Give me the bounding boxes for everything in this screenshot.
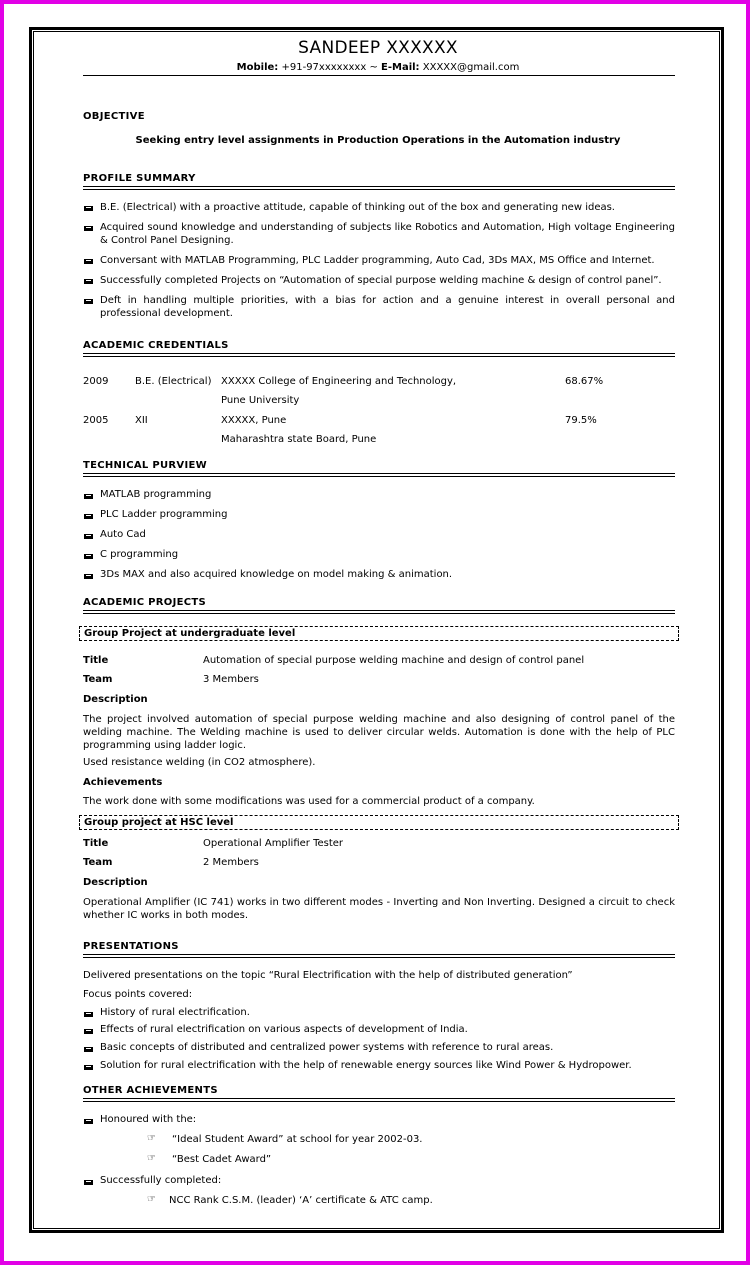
objective-text: Seeking entry level assignments in Production Operations in the Automation industry <box>135 135 621 146</box>
project1-achievements: The work done with some modifications was used for a commercial product of a company. <box>83 796 535 807</box>
presentations-rule <box>83 954 675 958</box>
pointing-hand-icon: ☞ <box>147 1133 156 1144</box>
presentation-item: Solution for rural electrification with the help of renewable energy sources like Wind Power & Hydropower. <box>100 1060 632 1071</box>
profile-rule <box>83 186 675 190</box>
academic-degree: XII <box>135 415 148 426</box>
presentations-intro: Delivered presentations on the topic “Rural Electrification with the help of distributed generation” <box>83 970 573 981</box>
bullet-icon <box>84 514 93 519</box>
objective-heading: OBJECTIVE <box>83 111 145 122</box>
academic-institution: XXXXX, Pune <box>221 415 287 426</box>
academic-institution: XXXXX College of Engineering and Technology, <box>221 376 457 387</box>
profile-heading: PROFILE SUMMARY <box>83 173 196 184</box>
mobile-label: Mobile: <box>236 62 279 73</box>
bullet-icon <box>84 1012 93 1017</box>
academic-board: Pune University <box>221 395 300 406</box>
project2-title-label: Title <box>83 838 109 849</box>
bullet-icon <box>84 574 93 579</box>
projects-heading: ACADEMIC PROJECTS <box>83 597 206 608</box>
resume-page <box>4 4 746 1261</box>
academic-rule <box>83 353 675 357</box>
bullet-icon <box>84 279 93 284</box>
bullet-icon <box>84 494 93 499</box>
academic-board: Maharashtra state Board, Pune <box>221 434 377 445</box>
project2-box-heading: Group project at HSC level <box>79 815 679 830</box>
technical-rule <box>83 473 675 477</box>
profile-item: Conversant with MATLAB Programming, PLC Ladder programming, Auto Cad, 3Ds MAX, MS Office and Internet. <box>100 255 655 266</box>
project2-description-label: Description <box>83 877 148 888</box>
academic-degree: B.E. (Electrical) <box>135 376 212 387</box>
technical-item: 3Ds MAX and also acquired knowledge on model making & animation. <box>100 569 453 580</box>
header-rule <box>83 75 675 76</box>
presentation-item: Basic concepts of distributed and centralized power systems with reference to rural areas. <box>100 1042 554 1053</box>
bullet-icon <box>84 1180 93 1185</box>
project1-title-label: Title <box>83 655 109 666</box>
completed-item: NCC Rank C.S.M. (leader) ‘A’ certificate & ATC camp. <box>169 1195 433 1206</box>
profile-item: B.E. (Electrical) with a proactive attitude, capable of thinking out of the box and generating new ideas. <box>100 202 615 213</box>
projects-rule <box>83 610 675 614</box>
project1-description-extra: Used resistance welding (in CO2 atmosphere). <box>83 757 316 768</box>
bullet-icon <box>84 226 93 231</box>
bullet-icon <box>84 206 93 211</box>
honour-item: “Best Cadet Award” <box>172 1154 272 1165</box>
email-label: E-Mail: <box>381 62 420 73</box>
academic-year: 2005 <box>83 415 109 426</box>
project1-description: The project involved automation of special purpose welding machine and also designing of control panel of the welding machine. The Welding machine is used to deliver circular welds. Automation is done with the help of PLC programming using ladder logic. <box>83 714 675 751</box>
pointing-hand-icon: ☞ <box>147 1194 156 1205</box>
academic-score: 68.67% <box>565 376 604 387</box>
technical-heading: TECHNICAL PURVIEW <box>83 460 207 471</box>
bullet-icon <box>84 1047 93 1052</box>
project2-title: Operational Amplifier Tester <box>203 838 344 849</box>
project1-team-label: Team <box>83 674 113 685</box>
bullet-icon <box>84 1065 93 1070</box>
contact-line <box>79 62 677 73</box>
project1-box-heading: Group Project at undergraduate level <box>79 626 679 641</box>
honour-item: “Ideal Student Award” at school for year 2002-03. <box>172 1134 423 1145</box>
project2-team: 2 Members <box>203 857 259 868</box>
profile-item: Acquired sound knowledge and understanding of subjects like Robotics and Automation, High voltage Engineering & Control Panel Designing. <box>100 222 675 246</box>
bullet-icon <box>84 534 93 539</box>
completed-label: Successfully completed: <box>100 1175 222 1186</box>
other-rule <box>83 1098 675 1102</box>
academic-score: 79.5% <box>565 415 597 426</box>
bullet-icon <box>84 299 93 304</box>
presentations-heading: PRESENTATIONS <box>83 941 179 952</box>
honoured-label: Honoured with the: <box>100 1114 197 1125</box>
project2-team-label: Team <box>83 857 113 868</box>
other-heading: OTHER ACHIEVEMENTS <box>83 1085 218 1096</box>
bullet-icon <box>84 554 93 559</box>
technical-item: C programming <box>100 549 179 560</box>
technical-item: MATLAB programming <box>100 489 212 500</box>
project1-description-label: Description <box>83 694 148 705</box>
candidate-name: SANDEEP XXXXXX <box>298 38 458 58</box>
project1-title: Automation of special purpose welding machine and design of control panel <box>203 655 585 666</box>
project2-description: Operational Amplifier (IC 741) works in two different modes - Inverting and Non Inverting. Designed a circuit to check whether IC works in both modes. <box>83 897 675 921</box>
bullet-icon <box>84 259 93 264</box>
mobile-value: +91-97xxxxxxxx ~ <box>281 62 378 73</box>
academic-heading: ACADEMIC CREDENTIALS <box>83 340 229 351</box>
bullet-icon <box>84 1029 93 1034</box>
technical-item: PLC Ladder programming <box>100 509 228 520</box>
email-value: XXXXX@gmail.com <box>422 62 520 73</box>
presentation-item: History of rural electrification. <box>100 1007 250 1018</box>
project1-achievements-label: Achievements <box>83 777 163 788</box>
profile-item: Deft in handling multiple priorities, with a bias for action and a genuine interest in overall personal and professional development. <box>100 295 675 319</box>
presentation-item: Effects of rural electrification on various aspects of development of India. <box>100 1024 468 1035</box>
pointing-hand-icon: ☞ <box>147 1153 156 1164</box>
presentations-focus: Focus points covered: <box>83 989 193 1000</box>
bullet-icon <box>84 1119 93 1124</box>
technical-item: Auto Cad <box>100 529 146 540</box>
profile-item: Successfully completed Projects on “Automation of special purpose welding machine & design of control panel”. <box>100 275 662 286</box>
academic-year: 2009 <box>83 376 109 387</box>
project1-team: 3 Members <box>203 674 259 685</box>
